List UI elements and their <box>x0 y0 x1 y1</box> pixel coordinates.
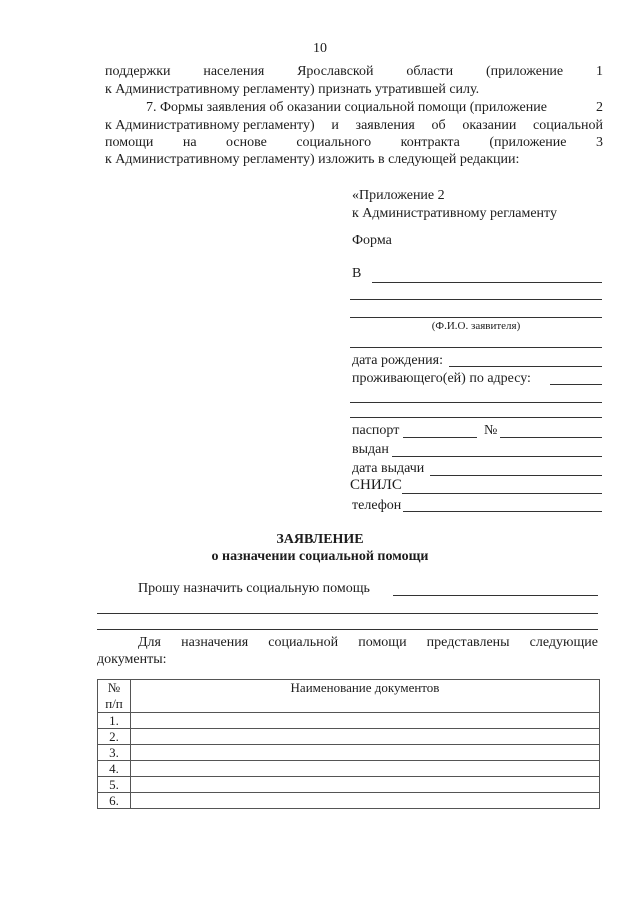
request-line[interactable] <box>97 613 598 614</box>
intro-word: (приложение <box>485 64 564 79</box>
table-row <box>98 777 600 793</box>
statement-subtitle: о назначении социальной помощи <box>211 549 429 564</box>
issue-date-field[interactable] <box>430 475 602 476</box>
passport-number-field[interactable] <box>500 437 602 438</box>
row-number: 4. <box>98 761 131 777</box>
table-header-row <box>98 680 600 713</box>
fio-line[interactable] <box>350 299 602 300</box>
issued-field[interactable] <box>392 456 602 457</box>
intro-word: поддержки <box>105 64 171 79</box>
intro-word: Ярославской <box>297 64 374 79</box>
request-line[interactable] <box>97 629 598 630</box>
document-name-cell[interactable] <box>131 745 600 761</box>
document-name-cell[interactable] <box>131 729 600 745</box>
request-field[interactable] <box>393 595 598 596</box>
request-text: Прошу назначить социальную помощь <box>138 581 370 596</box>
address-label: проживающего(ей) по адресу: <box>352 371 531 386</box>
item7-word: к Административному регламенту) <box>105 118 315 133</box>
birth-date-field[interactable] <box>449 366 602 367</box>
item7-word: 3 <box>595 135 603 150</box>
address-field[interactable] <box>550 384 602 385</box>
intro-line-1 <box>105 63 603 80</box>
page-number: 10 <box>313 41 327 56</box>
header-document-name: Наименование документов <box>131 680 600 713</box>
appendix-title: «Приложение 2 <box>352 188 445 203</box>
item7-word: заявления <box>355 118 415 133</box>
table-row <box>98 793 600 809</box>
appendix-subtitle: к Административному регламенту <box>352 206 557 221</box>
phone-label: телефон <box>352 498 402 513</box>
item7-text: 7. Формы заявления об оказании социальной помощи (приложение <box>146 100 547 115</box>
birth-date-label: дата рождения: <box>352 353 443 368</box>
item7-word: об <box>431 118 446 133</box>
document-name-cell[interactable] <box>131 761 600 777</box>
documents-word: следующие <box>529 635 598 650</box>
documents-intro-line-1 <box>138 634 598 651</box>
snils-field[interactable] <box>402 493 602 494</box>
intro-word: 1 <box>595 64 603 79</box>
row-number: 2. <box>98 729 131 745</box>
item7-word: социальной <box>533 118 603 133</box>
item7-word: основе <box>226 135 267 150</box>
row-number: 6. <box>98 793 131 809</box>
snils-label: СНИЛС <box>350 477 402 493</box>
item7-text: 2 <box>596 100 603 115</box>
fio-caption: (Ф.И.О. заявителя) <box>431 320 521 332</box>
intro-word: области <box>406 64 454 79</box>
table-row <box>98 729 600 745</box>
passport-series-field[interactable] <box>403 437 477 438</box>
intro-word: населения <box>203 64 265 79</box>
documents-table <box>97 679 600 809</box>
item7-word: помощи <box>105 135 154 150</box>
document-name-cell[interactable] <box>131 777 600 793</box>
form-label: Форма <box>352 233 392 248</box>
item7-word: контракта <box>400 135 460 150</box>
item7-word: и <box>331 118 339 133</box>
documents-word: социальной <box>268 635 339 650</box>
document-name-cell[interactable] <box>131 793 600 809</box>
phone-field[interactable] <box>403 511 602 512</box>
document-name-cell[interactable] <box>131 713 600 729</box>
address-line[interactable] <box>350 402 602 403</box>
row-number: 3. <box>98 745 131 761</box>
documents-word: назначения <box>181 635 249 650</box>
item7-word: социального <box>296 135 372 150</box>
fio-line[interactable] <box>350 347 602 348</box>
item7-line-3 <box>105 134 603 151</box>
row-number: 1. <box>98 713 131 729</box>
issue-date-label: дата выдачи <box>352 461 425 476</box>
issued-label: выдан <box>352 442 389 457</box>
address-line[interactable] <box>350 417 602 418</box>
table-row <box>98 745 600 761</box>
passport-number-label: № <box>484 423 498 438</box>
table-row <box>98 713 600 729</box>
documents-word: Для <box>138 635 161 650</box>
item7-line-2 <box>105 117 603 134</box>
documents-word: помощи <box>358 635 407 650</box>
statement-title: ЗАЯВЛЕНИЕ <box>276 532 364 547</box>
table-row <box>98 761 600 777</box>
row-number: 5. <box>98 777 131 793</box>
intro-line-2: к Административному регламенту) признать утратившей силу. <box>105 82 480 97</box>
documents-word: представлены <box>426 635 510 650</box>
to-field-line[interactable] <box>372 282 602 283</box>
item7-line-4: к Административному регламенту) изложить в следующей редакции: <box>105 152 520 167</box>
item7-word: оказании <box>462 118 517 133</box>
passport-label: паспорт <box>352 423 400 438</box>
documents-intro-line-2: документы: <box>97 652 167 667</box>
item7-line-1 <box>146 99 603 116</box>
item7-word: на <box>182 135 197 150</box>
item7-word: (приложение <box>489 135 567 150</box>
to-label: В <box>352 266 362 281</box>
fio-line[interactable] <box>350 317 602 318</box>
header-number: № п/п <box>98 680 131 713</box>
